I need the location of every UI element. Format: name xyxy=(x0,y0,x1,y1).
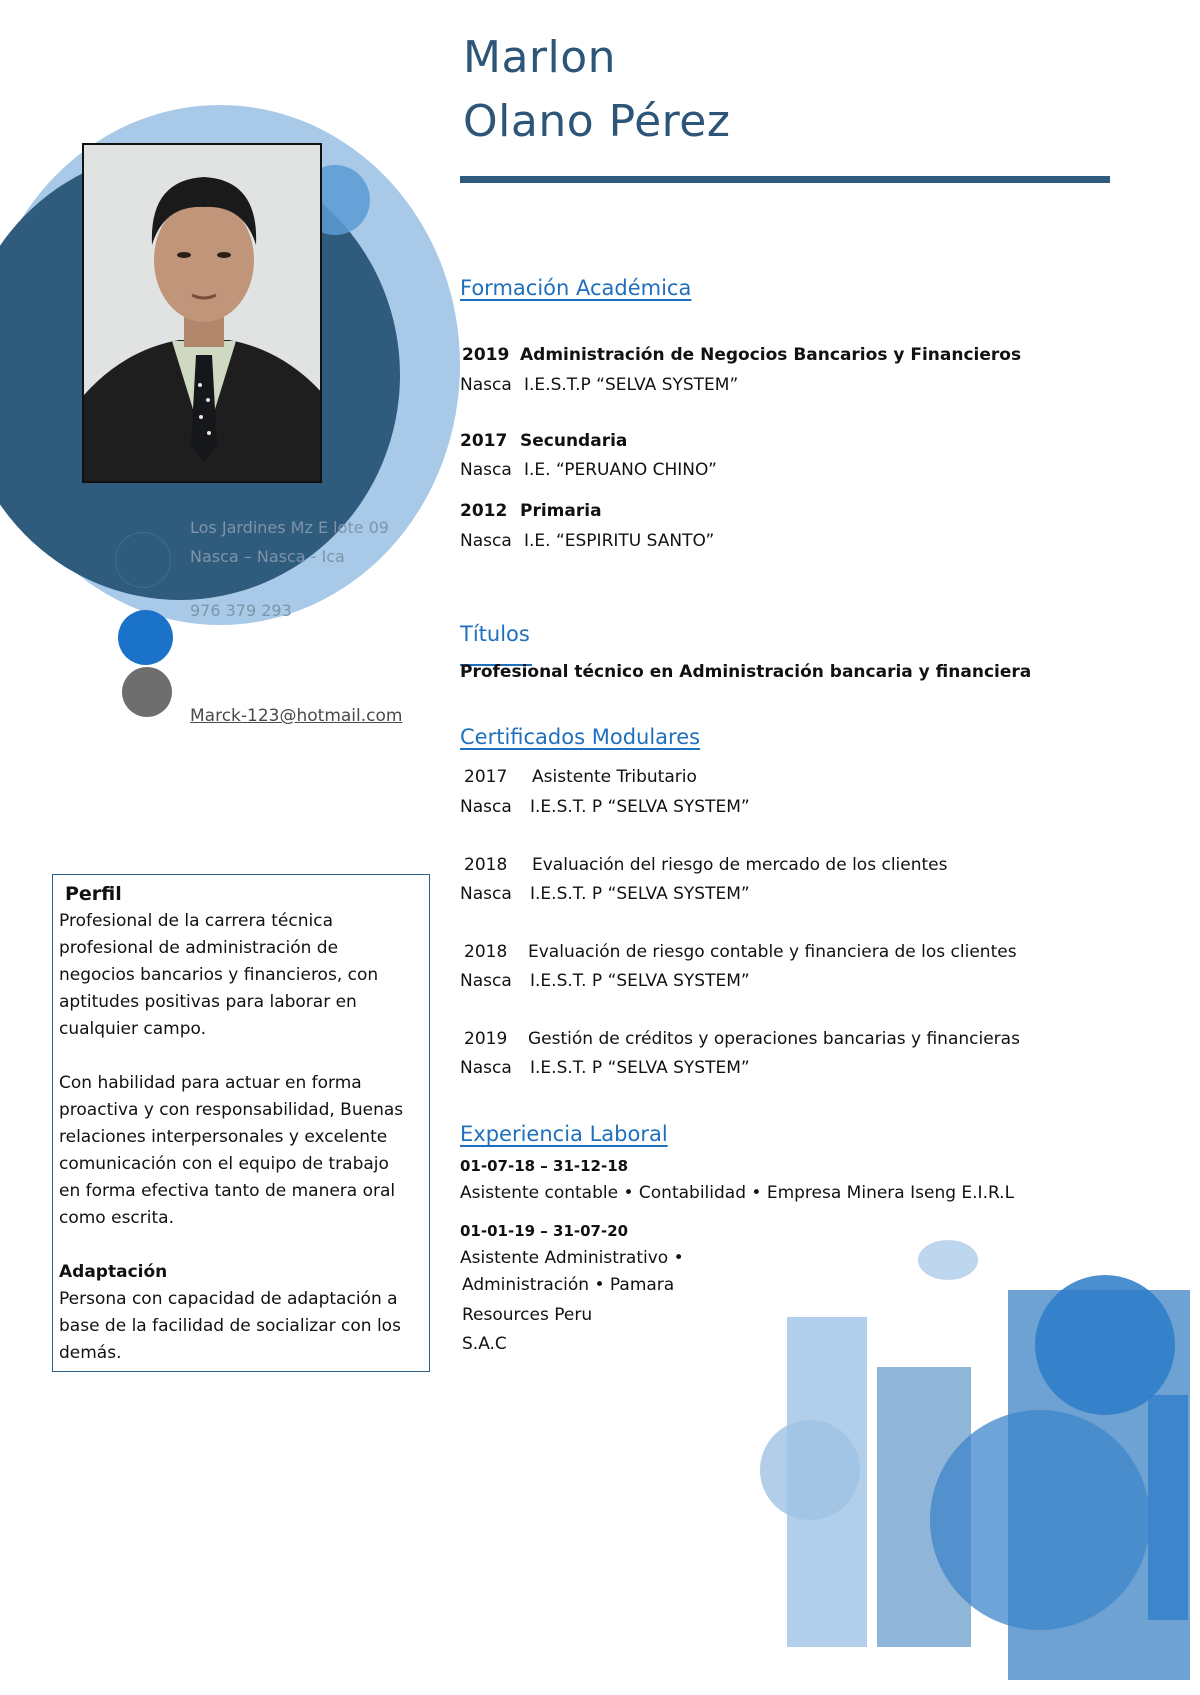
certificate-place: Nasca xyxy=(460,884,512,904)
education-title: Administración de Negocios Bancarios y Financieros xyxy=(520,345,1022,365)
certificate-title: Evaluación de riesgo contable y financiera de los clientes xyxy=(528,942,1017,962)
top-small-circle-decoration xyxy=(918,1240,978,1280)
education-heading: Formación Académica xyxy=(460,276,692,300)
profile-line: en forma efectiva tanto de manera oral xyxy=(59,1181,396,1201)
profile-line: comunicación con el equipo de trabajo xyxy=(59,1154,389,1174)
education-school: I.E. “ESPIRITU SANTO” xyxy=(524,531,715,551)
job-description-line: S.A.C xyxy=(462,1334,507,1354)
profile-photo xyxy=(82,143,322,483)
address-line-2: Nasca – Nasca - Ica xyxy=(190,547,345,566)
education-year: 2019 xyxy=(462,345,510,365)
last-name: Olano Pérez xyxy=(463,96,731,147)
certificate-title: Asistente Tributario xyxy=(532,767,697,787)
profile-line: proactiva y con responsabilidad, Buenas xyxy=(59,1100,404,1120)
certificate-school: I.E.S.T. P “SELVA SYSTEM” xyxy=(530,884,750,904)
job-description: Asistente contable • Contabilidad • Empresa Minera Iseng E.I.R.L xyxy=(460,1183,1015,1203)
email-bullet-icon xyxy=(122,667,172,717)
certificate-title: Evaluación del riesgo de mercado de los clientes xyxy=(532,855,948,875)
email-link[interactable]: Marck-123@hotmail.com xyxy=(190,706,403,726)
job-description-line: Asistente Administrativo • xyxy=(460,1248,684,1268)
adaptation-heading: Adaptación xyxy=(59,1262,168,1282)
education-year: 2017 xyxy=(460,431,508,451)
profile-line: cualquier campo. xyxy=(59,1019,207,1039)
certificate-title: Gestión de créditos y operaciones bancarias y financieras xyxy=(528,1029,1020,1049)
profile-line: demás. xyxy=(59,1343,122,1363)
first-name: Marlon xyxy=(463,32,617,83)
profile-box xyxy=(52,874,430,1372)
certificate-place: Nasca xyxy=(460,971,512,991)
right-column-decoration xyxy=(1148,1395,1188,1620)
certificate-school: I.E.S.T. P “SELVA SYSTEM” xyxy=(530,971,750,991)
certificate-year: 2017 xyxy=(464,767,508,787)
education-place: Nasca xyxy=(460,460,512,480)
certificate-school: I.E.S.T. P “SELVA SYSTEM” xyxy=(530,797,750,817)
education-title: Primaria xyxy=(520,501,602,521)
phone-number: 976 379 293 xyxy=(190,601,292,620)
job-dates: 01-07-18 – 31-12-18 xyxy=(460,1157,629,1175)
certificate-year: 2019 xyxy=(464,1029,508,1049)
profile-line: Profesional de la carrera técnica xyxy=(59,911,333,931)
address-line-1: Los Jardines Mz E lote 09 xyxy=(190,518,389,537)
education-title: Secundaria xyxy=(520,431,628,451)
profile-line: profesional de administración de xyxy=(59,938,339,958)
job-description-line: Resources Peru xyxy=(462,1305,593,1325)
certificate-school: I.E.S.T. P “SELVA SYSTEM” xyxy=(530,1058,750,1078)
title-item: Profesional técnico en Administración bancaria y financiera xyxy=(460,662,1032,682)
large-circle-decoration xyxy=(930,1410,1150,1630)
upper-circle-decoration xyxy=(1035,1275,1175,1415)
title-divider xyxy=(460,176,1110,183)
education-school: I.E. “PERUANO CHINO” xyxy=(524,460,717,480)
certificate-year: 2018 xyxy=(464,855,508,875)
profile-line: como escrita. xyxy=(59,1208,174,1228)
profile-line: negocios bancarios y financieros, con xyxy=(59,965,379,985)
job-description-line: Administración • Pamara xyxy=(462,1275,675,1295)
left-circle-decoration xyxy=(760,1420,860,1520)
education-place: Nasca xyxy=(460,531,512,551)
job-dates: 01-01-19 – 31-07-20 xyxy=(460,1222,629,1240)
profile-heading: Perfil xyxy=(65,883,122,905)
outline-circle-decoration xyxy=(115,532,171,588)
education-place: Nasca xyxy=(460,375,512,395)
experience-heading: Experiencia Laboral xyxy=(460,1122,668,1146)
certificates-heading: Certificados Modulares xyxy=(460,725,701,749)
profile-line: relaciones interpersonales y excelente xyxy=(59,1127,388,1147)
certificate-place: Nasca xyxy=(460,1058,512,1078)
profile-line: base de la facilidad de socializar con los xyxy=(59,1316,401,1336)
certificate-year: 2018 xyxy=(464,942,508,962)
profile-line: Persona con capacidad de adaptación a xyxy=(59,1289,398,1309)
phone-bullet-icon xyxy=(118,610,173,665)
education-year: 2012 xyxy=(460,501,508,521)
titles-heading: Títulos xyxy=(460,622,530,646)
certificate-place: Nasca xyxy=(460,797,512,817)
profile-line: Con habilidad para actuar en forma xyxy=(59,1073,362,1093)
education-school: I.E.S.T.P “SELVA SYSTEM” xyxy=(524,375,739,395)
profile-line: aptitudes positivas para laborar en xyxy=(59,992,357,1012)
